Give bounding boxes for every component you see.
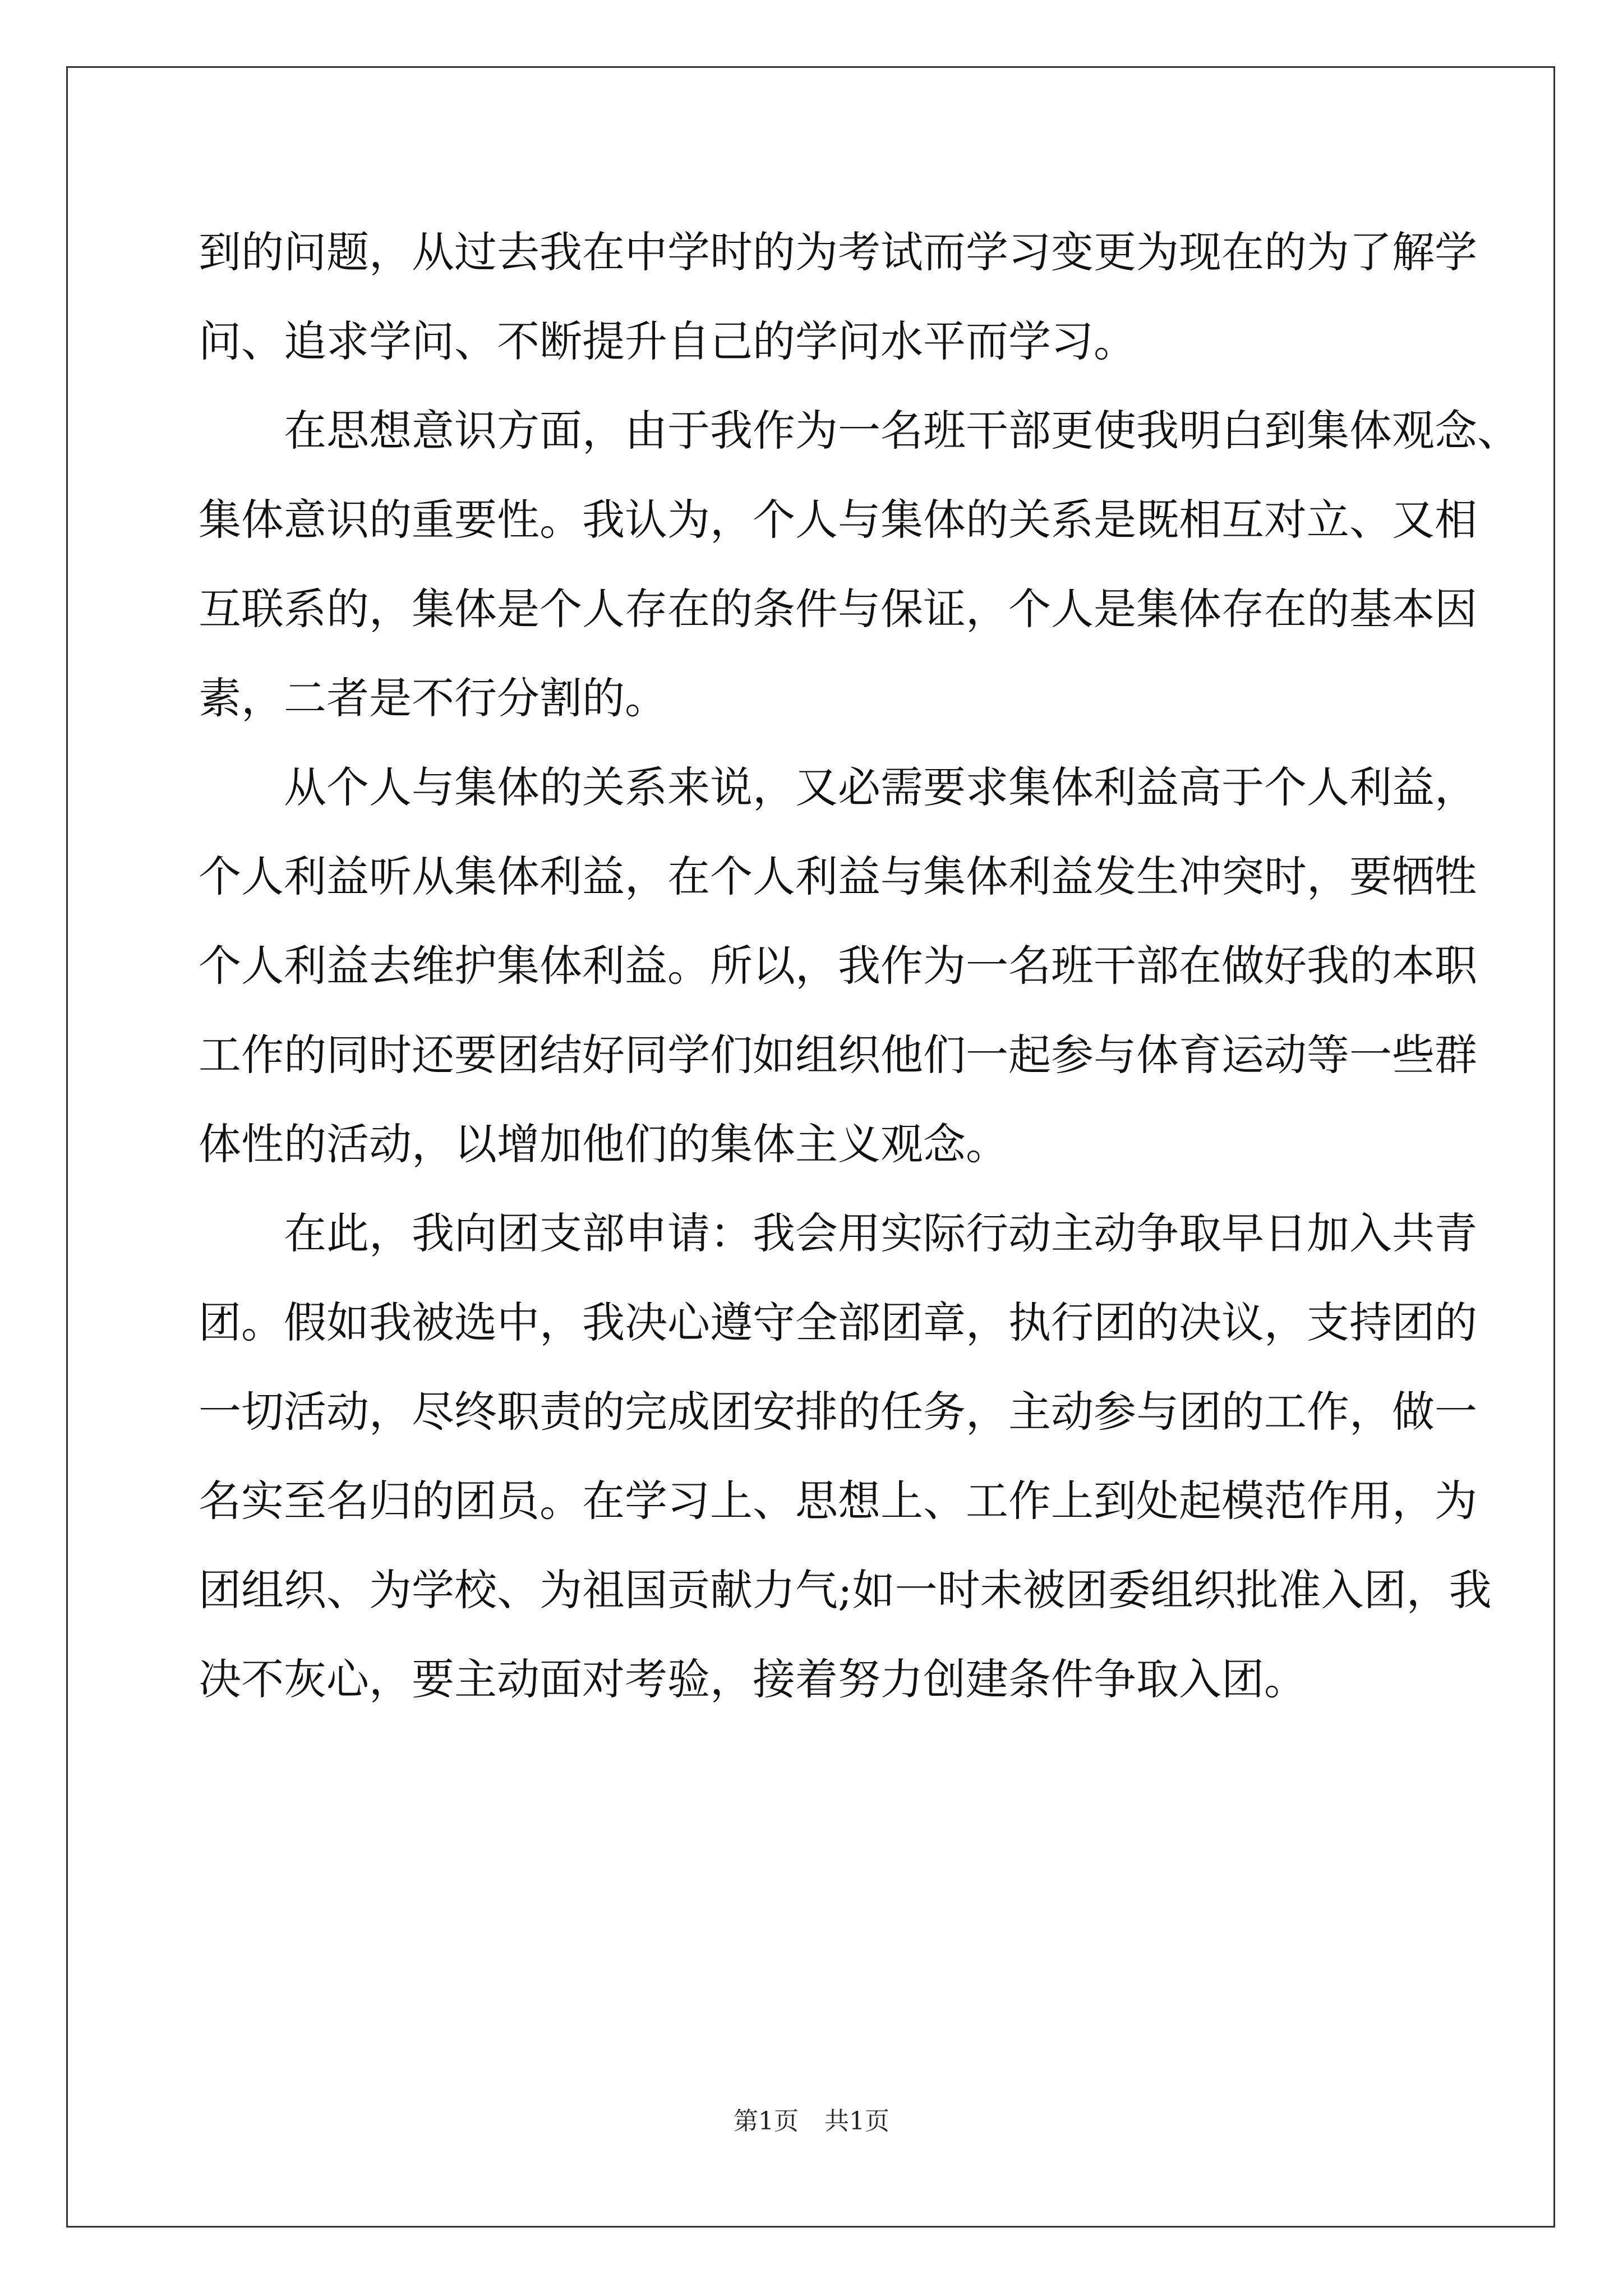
page-total: 共1页 [824,2107,889,2136]
text-line: 体性的活动，以增加他们的集体主义观念。 [199,1119,1008,1169]
text-line: 团。假如我被选中，我决心遵守全部团章，执行团的决议，支持团的 [199,1297,1477,1347]
text-line: 从个人与集体的关系来说，又必需要求集体利益高于个人利益， [284,762,1477,812]
text-line: 在此，我向团支部申请：我会用实际行动主动争取早日加入共青 [284,1208,1477,1258]
text-line: 名实至名归的团员。在学习上、思想上、工作上到处起模范作用，为 [199,1476,1477,1526]
page-number: 第1页 [734,2107,799,2136]
text-line: 决不灰心，要主动面对考验，接着努力创建条件争取入团。 [199,1654,1307,1704]
text-line: 到的问题，从过去我在中学时的为考试而学习变更为现在的为了解学 [199,227,1477,277]
text-line: 素，二者是不行分割的。 [199,673,667,723]
text-line: 团组织、为学校、为祖国贡献力气;如一时未被团委组织批准入团，我 [199,1565,1492,1615]
text-line: 一切活动，尽终职责的完成团安排的任务，主动参与团的工作，做一 [199,1387,1477,1437]
text-line: 在思想意识方面，由于我作为一名班干部更使我明白到集体观念、 [284,406,1520,455]
document-body [199,208,1520,1724]
text-line: 集体意识的重要性。我认为，个人与集体的关系是既相互对立、又相 [199,495,1477,545]
text-line: 工作的同时还要团结好同学们如组织他们一起参与体育运动等一些群 [199,1030,1477,1080]
text-line: 互联系的，集体是个人存在的条件与保证，个人是集体存在的基本因 [199,584,1477,634]
text-line: 个人利益听从集体利益，在个人利益与集体利益发生冲突时，要牺牲 [199,852,1477,901]
text-line: 问、追求学问、不断提升自己的学问水平而学习。 [199,316,1136,366]
text-line: 个人利益去维护集体利益。所以，我作为一名班干部在做好我的本职 [199,941,1477,991]
page-footer [0,2105,1623,2138]
